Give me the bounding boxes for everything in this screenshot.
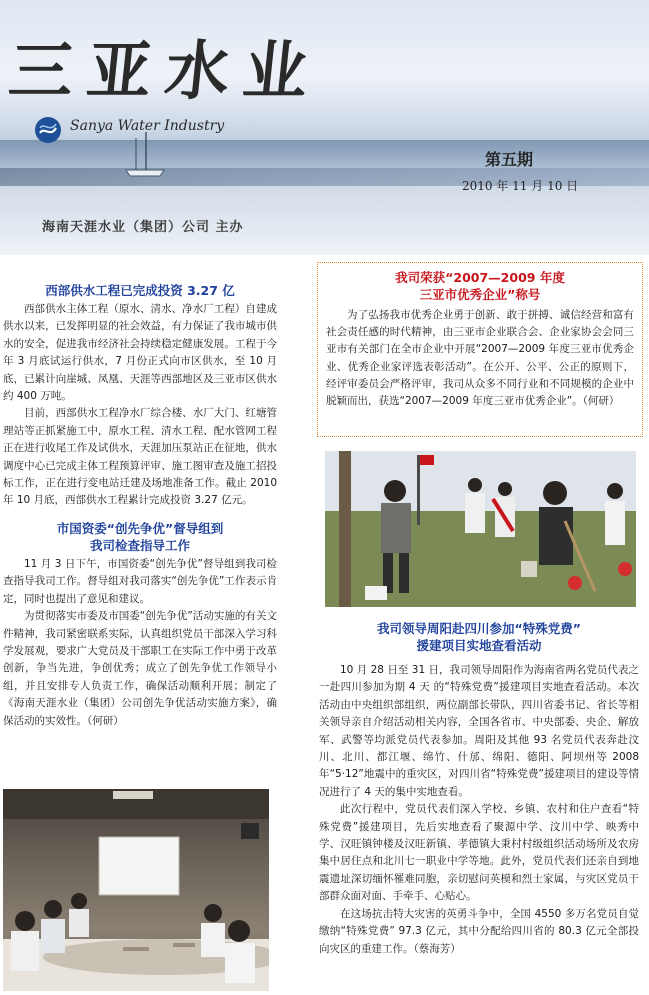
- meeting-room-photo: [3, 789, 269, 991]
- article-paragraph: 西部供水主体工程（原水、清水、净水厂工程）自建成供水以来，已发挥明显的社会效益，有力保证了我市城市供水的安全，促进我市经济社会持续稳定健康发展。工程于今年 3 月底试运行供水，7 月份正式向市区供水，至 10 月底，已累计向崖城、凤凰、天涯等西部地区及三亚市区供水约 400 万吨。: [3, 303, 277, 403]
- meeting-scene-illustration: [3, 789, 269, 991]
- headline-line: 我司领导周阳赴四川参加“特殊党费”: [377, 621, 581, 636]
- article-paragraph: 为了弘扬我市优秀企业勇于创新、敢于拼搏、诚信经营和富有社会责任感的时代精神，由三亚市企业联合会、企业家协会会同三亚市有关部门在全市企业中开展“2007—2009 年度三亚市优秀企业、优秀企业家评选表彰活动”。在公开、公平、公正的原则下，经评审委员会严格评审，我司从众多不同行业和不同规模的企业中脱颖而出，获选“2007—2009 年度三亚市优秀企业”。（何研）: [326, 309, 634, 408]
- headline-line: 援建项目实地查看活动: [416, 638, 542, 653]
- article-paragraph: 目前，西部供水工程净水厂综合楼、水厂大门、红塘管理站等正抓紧施工中，原水工程、清水工程、配水管网工程正在进行收尾工作及试供水，天涯加压泵站正在征地，供水调度中心已完成主体工程预算评审、施工图审查及施工招投标工作，正在进行变电站迁建及场地准备工作。截止 2010 年 10 月底，西部供水工程累计完成投资 3.27 亿元。: [3, 407, 277, 507]
- issue-number: 第五期: [485, 150, 534, 169]
- article-paragraph: 10 月 28 日至 31 日，我司领导周阳作为海南省两名党员代表之一赴四川参加为期 4 天 的“特殊党费”援建项目实地查看活动。本次活动由中央组织部组织，两位副部长带队，四川省委书记、省长等相关领导亲自介绍活动相关内容，全国各省市、中央部委、央企、解放军、武警等均派党员代表参加。周阳及其他 93 名党员代表奔赴汶川、北川、都江堰、绵竹、什邡、绵阳、德阳、阿坝州等 2008 年“5·12”地震中的重灾区，对四川省“特殊党费”援建项目的建设等情况进行了 4 天的集中实地查看。: [319, 664, 639, 798]
- sailboat-icon: [120, 130, 170, 182]
- masthead-title: 三亚水业: [5, 34, 326, 109]
- headline-line: 我司检查指导工作: [89, 537, 190, 553]
- headline-line: 市国资委“创先争优”督导组到: [56, 520, 224, 536]
- article-paragraph: 在这场抗击特大灾害的英勇斗争中，全国 4550 多万名党员自觉缴纳“特殊党费” 97.3 亿元，其中分配给四川省的 80.3 亿元全部投向灾区的重建工作。（蔡海芳）: [319, 907, 639, 955]
- publisher-line: 海南天涯水业（集团）公司 主办: [42, 220, 244, 235]
- article-headline: [319, 620, 639, 654]
- article-west-water-project: [3, 282, 277, 510]
- headline-line: 三亚市优秀企业”称号: [419, 287, 541, 302]
- article-paragraph: 11 月 3 日下午，市国资委“创先争优”督导组到我司检查指导我司工作。督导组对我司落实“创先争优”工作表示肯定，同时也提出了意见和建议。: [3, 557, 277, 605]
- article-paragraph: 为贯彻落实市委及市国委“创先争优”活动实施的有关文件精神，我司紧密联系实际，认真组织党员干部深入学习科学发展观，要求广大党员及干部职工在实际工作中勇于改革创新，争当先进，争创优秀；成立了创先争优工作领导小组，并且安排专人负责工作，确保活动顺利开展；制定了《海南天涯水业（集团）公司创先争优活动实施方案》，确保活动的实效性。（何研）: [3, 610, 277, 727]
- left-column: [3, 282, 277, 730]
- article-sichuan-visit: [319, 620, 639, 958]
- article-paragraph: 此次行程中，党员代表们深入学校、乡镇、农村和住户查看“特殊党费”援建项目，先后实地查看了聚源中学、汶川中学、映秀中学、汉旺镇钟楼及汉旺新镇、孝德镇大秉村村级组织活动场所及农房集中居住点和北川七一职业中学等地。此外，党员代表们还亲自到地震遗址深切缅怀罹难同胞，亲切慰问英模和烈士家属，与灾区党员干部群众面对面、手牵手、心贴心。: [319, 803, 639, 903]
- masthead-banner: [0, 0, 649, 255]
- right-column: [319, 620, 639, 958]
- award-article-box: [317, 262, 643, 437]
- headline-line: 我司荣获“2007—2009 年度: [395, 270, 565, 285]
- tree-planting-scene-illustration: [325, 451, 636, 607]
- masthead-english-name: Sanya Water Industry: [70, 118, 225, 134]
- article-headline: [3, 520, 277, 554]
- tree-planting-photo: [325, 451, 636, 607]
- article-headline: 西部供水工程已完成投资 3.27 亿: [45, 283, 235, 298]
- issue-date: 2010 年 11 月 10 日: [462, 179, 579, 193]
- water-drop-logo-icon: [34, 116, 62, 144]
- article-inspection: [3, 520, 277, 730]
- article-headline: [326, 269, 634, 303]
